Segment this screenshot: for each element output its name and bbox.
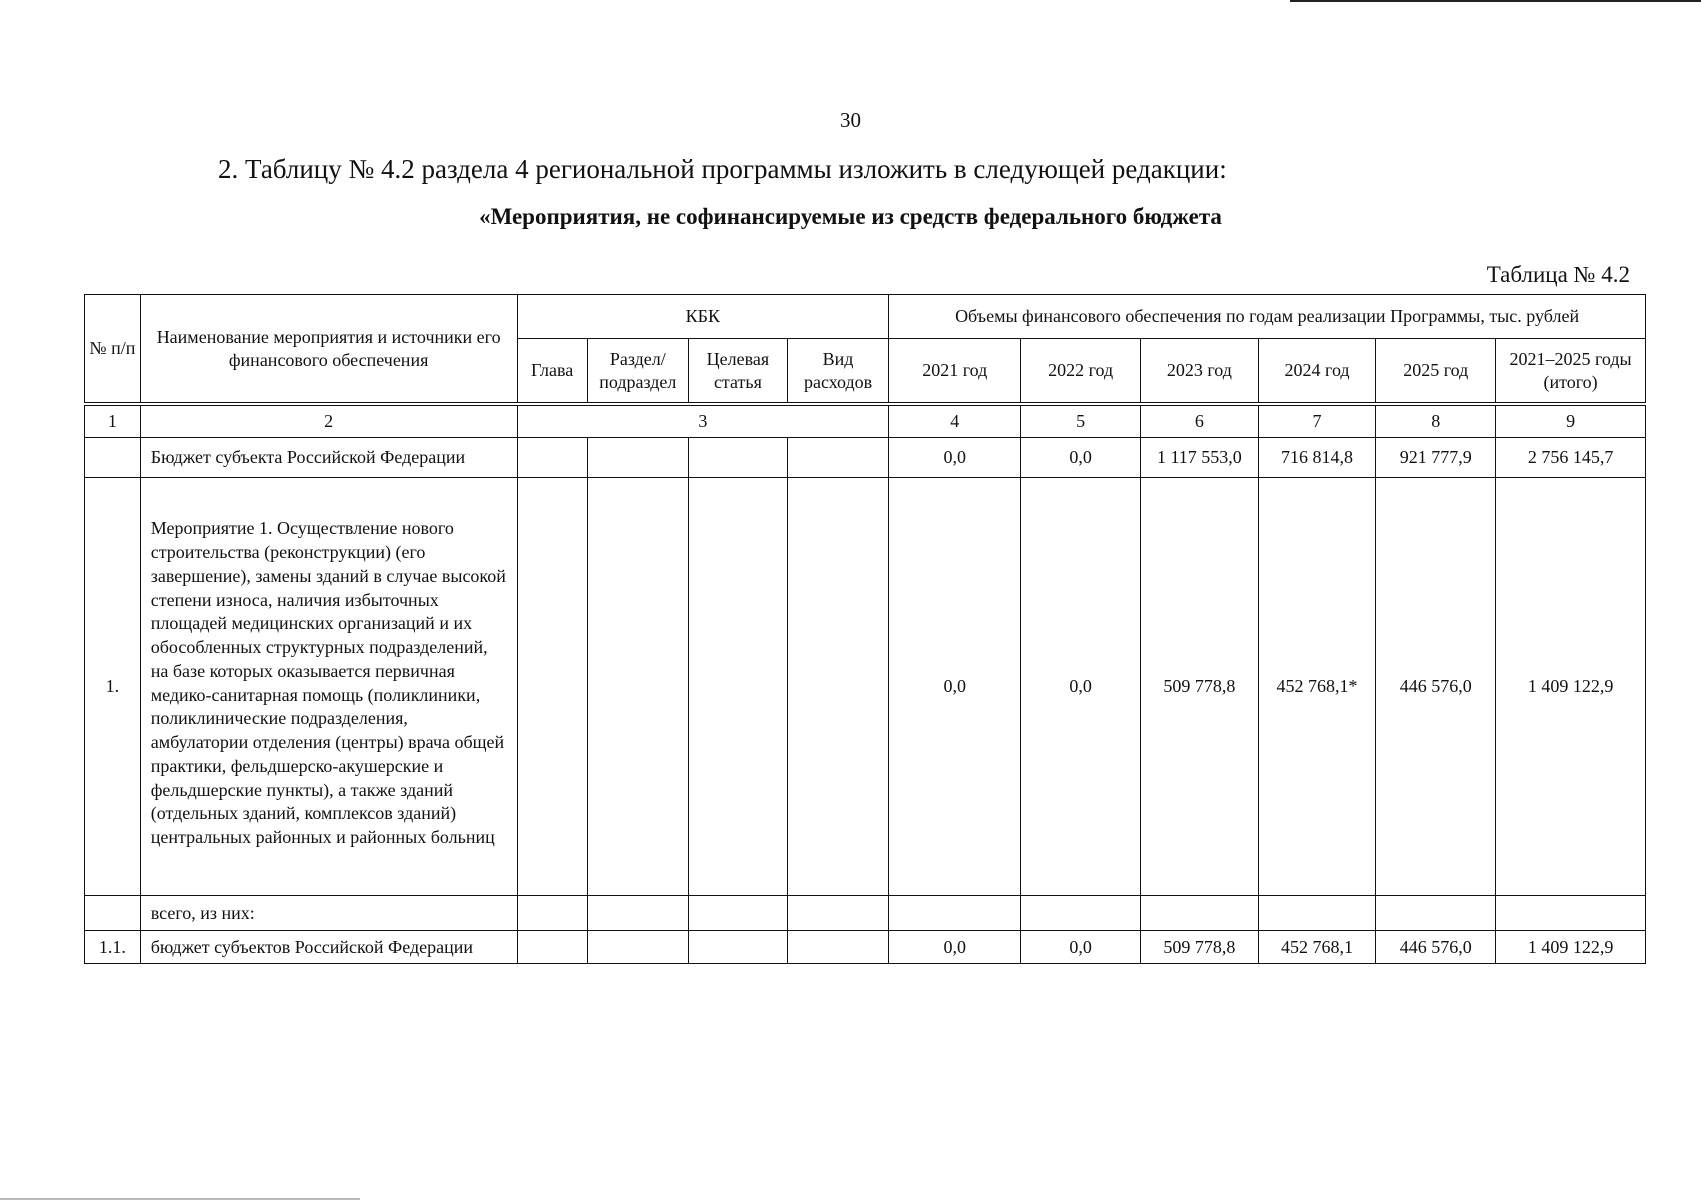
header-year-2023: 2023 год (1141, 339, 1259, 403)
table-title: «Мероприятия, не софинансируемые из средств федерального бюджета (479, 204, 1222, 229)
row-value (1021, 896, 1141, 931)
row-value: 452 768,1 (1258, 931, 1376, 964)
col-number: 7 (1258, 406, 1376, 438)
row-num (85, 896, 141, 931)
row-num: 1.1. (85, 931, 141, 964)
col-number: 3 (517, 406, 889, 438)
row-value (1376, 896, 1496, 931)
col-number: 4 (889, 406, 1021, 438)
financing-table (84, 294, 1646, 964)
col-number: 6 (1141, 406, 1259, 438)
table-row (85, 478, 1646, 896)
header-year-total: 2021–2025 годы (итого) (1496, 339, 1646, 403)
header-row-1 (85, 295, 1646, 339)
row-num: 1. (85, 478, 141, 896)
row-value: 2 756 145,7 (1496, 438, 1646, 478)
col-number: 2 (140, 406, 517, 438)
row-value: 1 409 122,9 (1496, 478, 1646, 896)
header-kbk-section: Раздел/ подраздел (587, 339, 688, 403)
col-number: 5 (1021, 406, 1141, 438)
row-value: 0,0 (1021, 931, 1141, 964)
col-number: 8 (1376, 406, 1496, 438)
header-kbk-expense-type: Вид расходов (787, 339, 888, 403)
header-kbk: КБК (517, 295, 889, 339)
row-name: Мероприятие 1. Осуществление нового строительства (реконструкции) (его завершение), замены зданий в случае высокой степени износа, наличия избыточных площадей медицинских организаций и их обособленных структурных подразделений, на базе которых оказывается первичная медико-санитарная помощь (поликлиники, поликлинические подразделения, амбулатории отделения (центры) врача общей практики, фельдшерско-акушерские и фельдшерские пункты), а также зданий (отдельных зданий, комплексов зданий) центральных районных и районных больниц (140, 478, 517, 896)
row-value: 1 409 122,9 (1496, 931, 1646, 964)
row-value: 0,0 (1021, 478, 1141, 896)
row-value: 0,0 (1021, 438, 1141, 478)
page-number: 30 (840, 108, 861, 132)
header-name: Наименование мероприятия и источники его финансового обеспечения (140, 295, 517, 403)
table-row (85, 438, 1646, 478)
row-value: 452 768,1* (1258, 478, 1376, 896)
scan-edge-line (1290, 0, 1701, 2)
intro-text: 2. Таблицу № 4.2 раздела 4 региональной программы изложить в следующей редакции: (218, 154, 1227, 184)
row-value: 0,0 (889, 931, 1021, 964)
col-number: 9 (1496, 406, 1646, 438)
row-name: Бюджет субъекта Российской Федерации (140, 438, 517, 478)
numbering-row (85, 406, 1646, 438)
header-volumes: Объемы финансового обеспечения по годам реализации Программы, тыс. рублей (889, 295, 1646, 339)
row-value: 0,0 (889, 438, 1021, 478)
header-year-2022: 2022 год (1021, 339, 1141, 403)
row-value: 921 777,9 (1376, 438, 1496, 478)
row-value: 1 117 553,0 (1141, 438, 1259, 478)
row-value (1258, 896, 1376, 931)
header-kbk-target: Целевая статья (688, 339, 787, 403)
header-year-2025: 2025 год (1376, 339, 1496, 403)
col-number: 1 (85, 406, 141, 438)
row-value (1141, 896, 1259, 931)
row-value: 509 778,8 (1141, 931, 1259, 964)
table-row (85, 931, 1646, 964)
row-value (1496, 896, 1646, 931)
row-value: 446 576,0 (1376, 931, 1496, 964)
row-value: 446 576,0 (1376, 478, 1496, 896)
row-value: 0,0 (889, 478, 1021, 896)
row-num (85, 438, 141, 478)
table-label: Таблица № 4.2 (1486, 262, 1630, 287)
header-year-2024: 2024 год (1258, 339, 1376, 403)
row-value: 509 778,8 (1141, 478, 1259, 896)
header-kbk-chapter: Глава (517, 339, 587, 403)
table-row (85, 896, 1646, 931)
header-num: № п/п (85, 295, 141, 403)
row-value: 716 814,8 (1258, 438, 1376, 478)
row-value (889, 896, 1021, 931)
row-name: бюджет субъектов Российской Федерации (140, 931, 517, 964)
row-name: всего, из них: (140, 896, 517, 931)
header-year-2021: 2021 год (889, 339, 1021, 403)
